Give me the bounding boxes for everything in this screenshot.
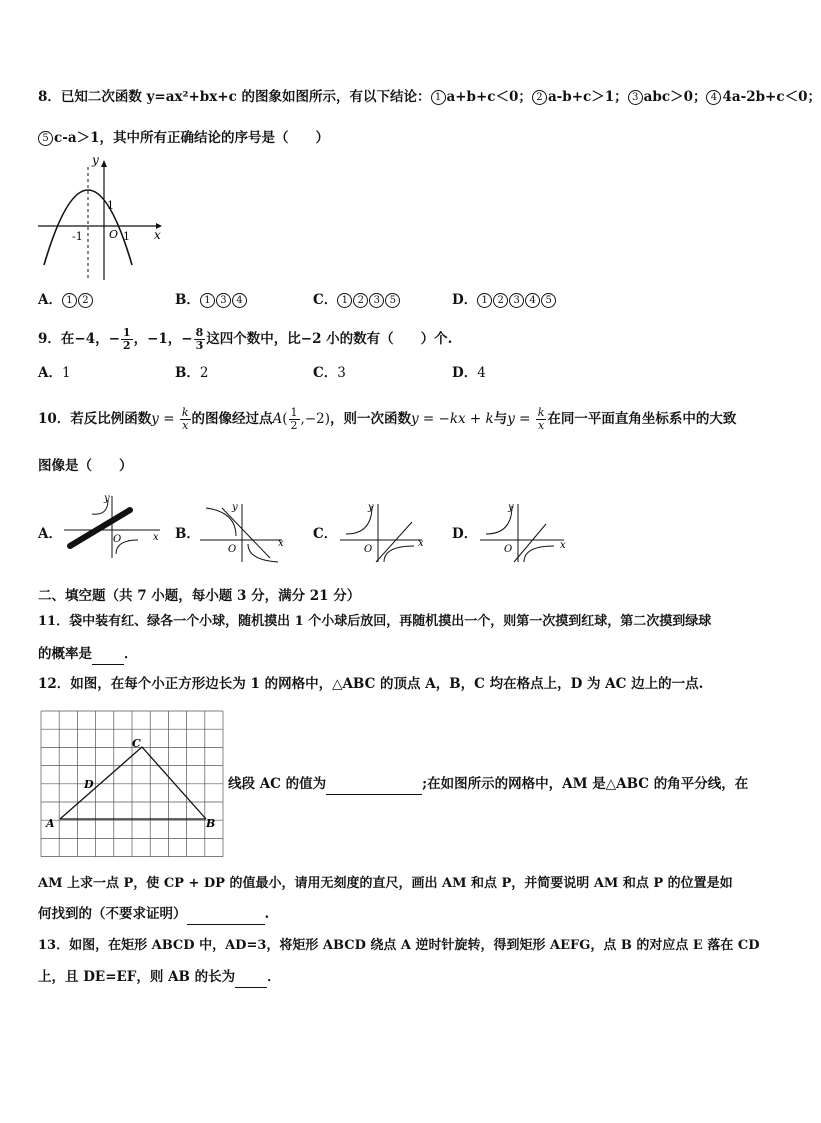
q10-fraction-half bbox=[289, 407, 300, 432]
fig-neg-one: -1 bbox=[72, 230, 83, 243]
q10-half-num: 1 bbox=[290, 406, 298, 419]
q9-option-b-value: 2 bbox=[199, 365, 209, 381]
fig-y-label: y bbox=[92, 153, 99, 167]
graph-d-line bbox=[514, 524, 546, 562]
circle-2-icon: 2 bbox=[78, 293, 93, 308]
q10-p1: 10．若反比例函数 bbox=[38, 411, 152, 427]
circle-5-icon: 5 bbox=[541, 293, 556, 308]
q10-point-a: A bbox=[272, 411, 283, 427]
q12-method-answer-blank[interactable] bbox=[187, 904, 265, 925]
q10-eq: = bbox=[158, 411, 179, 427]
q10-k-2: k bbox=[537, 406, 545, 419]
q9-mid: ，−1，− bbox=[133, 331, 193, 347]
q10-p3: ，则一次函数 bbox=[330, 411, 412, 427]
circle-2-icon: 2 bbox=[493, 293, 508, 308]
q9-option-c-letter: C． bbox=[313, 365, 338, 381]
q9-fraction-eight-thirds bbox=[194, 327, 206, 352]
q10-p2: 的图像经过点 bbox=[191, 411, 273, 427]
q13-line2 bbox=[38, 967, 281, 988]
graph-a-origin: O bbox=[113, 534, 122, 545]
q8-cond5: c-a＞1，其中所有正确结论的序号是（ ） bbox=[54, 130, 329, 146]
q8-option-b-letter: B． bbox=[175, 292, 200, 308]
circle-3-icon: 3 bbox=[628, 90, 643, 105]
q10-k-over-x-2 bbox=[536, 407, 547, 432]
grid-label-b: B bbox=[206, 817, 216, 830]
q12-line3 bbox=[38, 874, 733, 894]
circle-5-icon: 5 bbox=[385, 293, 400, 308]
q9-option-a-letter: A． bbox=[38, 365, 62, 381]
q9-option-a[interactable] bbox=[38, 363, 71, 383]
q9-f2-num: 8 bbox=[195, 326, 204, 339]
circle-3-icon: 3 bbox=[369, 293, 384, 308]
q10-line2-text: 图像是（ ） bbox=[38, 458, 133, 474]
q10-line2 bbox=[38, 456, 133, 476]
q8-option-a-letter: A． bbox=[38, 292, 62, 308]
q10-linear-function: y = −kx + k bbox=[411, 411, 494, 427]
graph-d-origin: O bbox=[504, 544, 513, 555]
q9-option-b[interactable] bbox=[175, 363, 209, 383]
q11-line1-text: 11．袋中装有红、绿各一个小球，随机摸出 1 个小球后放回，再随机摸出一个，则第一次摸到红球，第二次摸到绿球 bbox=[38, 614, 712, 629]
q10-option-c[interactable] bbox=[313, 524, 337, 544]
graph-c-x-label: x bbox=[418, 538, 424, 549]
fig-x-label: x bbox=[154, 228, 161, 242]
q13-line1-text: 13．如图，在矩形 ABCD 中，AD=3，将矩形 ABCD 绕点 A 逆时针旋转，得到矩形 AEFG，点 B 的对应点 E 落在 CD bbox=[38, 938, 760, 953]
q10-graph-b[interactable] bbox=[198, 500, 290, 564]
q9-option-a-value: 1 bbox=[61, 365, 71, 381]
q12-line4-text: 何找到的（不要求证明） bbox=[38, 906, 187, 922]
graph-b-hyperbola-2 bbox=[248, 544, 278, 562]
graph-a-y-label: y bbox=[104, 493, 110, 504]
graph-d-y-label: y bbox=[508, 502, 514, 513]
q10-p4: 与 bbox=[493, 411, 508, 427]
circle-1-icon: 1 bbox=[200, 293, 215, 308]
q12-side-a: 线段 AC 的值为 bbox=[228, 776, 327, 792]
q13-line1 bbox=[38, 936, 760, 956]
q10-option-b[interactable] bbox=[175, 524, 200, 544]
q11-answer-blank[interactable] bbox=[92, 644, 124, 665]
circle-3-icon: 3 bbox=[509, 293, 524, 308]
graph-c-y-label: y bbox=[368, 502, 374, 513]
q10-graph-c[interactable] bbox=[338, 500, 430, 564]
q10-p5: 在同一平面直角坐标系中的大致 bbox=[547, 411, 737, 427]
q9-stem bbox=[38, 326, 452, 352]
section-heading bbox=[38, 586, 360, 606]
q9-option-c-value: 3 bbox=[337, 365, 346, 381]
graph-d-x-label: x bbox=[560, 540, 566, 551]
q11-line2 bbox=[38, 644, 138, 665]
circle-1-icon: 1 bbox=[62, 293, 77, 308]
circle-1-icon: 1 bbox=[337, 293, 352, 308]
circle-4-icon: 4 bbox=[706, 90, 721, 105]
circle-4-icon: 4 bbox=[232, 293, 247, 308]
q10-y-2: y bbox=[507, 411, 515, 427]
q13-line2-text: 上，且 DE=EF，则 AB 的长为 bbox=[38, 969, 236, 985]
q13-answer-blank[interactable] bbox=[235, 967, 267, 988]
q10-graph-a[interactable] bbox=[62, 492, 167, 562]
grid-lines bbox=[41, 711, 223, 857]
q8-option-c-letter: C． bbox=[313, 292, 338, 308]
q9-suffix: 这四个数中，比−2 小的数有（ ）个. bbox=[206, 331, 453, 347]
q8-option-d-nums bbox=[477, 292, 557, 308]
q13-period: ． bbox=[267, 969, 281, 985]
q10-option-a[interactable] bbox=[38, 524, 62, 544]
fig-origin: O bbox=[109, 228, 119, 241]
fig-one-y: 1 bbox=[107, 199, 114, 212]
q8-option-b-nums bbox=[200, 292, 248, 308]
graph-c-line bbox=[376, 522, 412, 562]
q10-paren-close: ,−2) bbox=[300, 411, 331, 427]
q8-cond4: 4a-2b+c＜0； bbox=[722, 89, 821, 105]
q9-option-b-letter: B． bbox=[175, 365, 200, 381]
q10-k: k bbox=[181, 406, 189, 419]
q8-option-d-letter: D． bbox=[452, 292, 478, 308]
circle-5-icon: 5 bbox=[38, 131, 53, 146]
q10-graph-d[interactable] bbox=[478, 500, 570, 564]
q8-option-a[interactable] bbox=[38, 290, 94, 310]
q8-option-c[interactable] bbox=[313, 290, 401, 310]
q12-line1-text: 12．如图，在每个小正方形边长为 1 的网格中，△ABC 的顶点 A，B，C 均在格点上，D 为 AC 边上的一点. bbox=[38, 676, 704, 692]
fig-one-x: 1 bbox=[123, 230, 130, 243]
q9-prefix: 9．在−4，− bbox=[38, 331, 120, 347]
q8-cond3: abc＞0； bbox=[643, 89, 707, 105]
q10-paren-open: ( bbox=[282, 411, 288, 427]
q10-option-d[interactable] bbox=[452, 524, 477, 544]
circle-1-icon: 1 bbox=[477, 293, 492, 308]
graph-d-hyperbola-2 bbox=[524, 546, 554, 562]
circle-2-icon: 2 bbox=[532, 90, 547, 105]
triangle-sides-ac-cb bbox=[60, 747, 206, 819]
q12-side-b: ;在如图所示的网格中，AM 是△ABC 的角平分线，在 bbox=[422, 776, 749, 792]
q12-line1 bbox=[38, 674, 703, 694]
q10-x-2: x bbox=[537, 419, 545, 432]
q9-fraction-half bbox=[121, 327, 133, 352]
q9-f1-den: 2 bbox=[122, 339, 131, 352]
q10-option-c-letter: C． bbox=[313, 526, 338, 542]
q9-option-c[interactable] bbox=[313, 363, 346, 383]
q8-cond1: a+b+c＜0； bbox=[446, 89, 532, 105]
q12-grid-figure bbox=[38, 709, 228, 859]
q11-line2-text: 的概率是 bbox=[38, 646, 92, 662]
q8-option-b[interactable] bbox=[175, 290, 248, 310]
circle-3-icon: 3 bbox=[216, 293, 231, 308]
q11-line1 bbox=[38, 612, 711, 632]
q8-option-a-nums bbox=[62, 292, 94, 308]
q8-line1 bbox=[38, 87, 821, 107]
q9-option-d-value: 4 bbox=[477, 365, 486, 381]
graph-b-origin: O bbox=[228, 544, 237, 555]
circle-2-icon: 2 bbox=[353, 293, 368, 308]
q10-half-den: 2 bbox=[290, 419, 298, 432]
graph-a-x-label: x bbox=[153, 532, 159, 543]
q12-line3-text: AM 上求一点 P，使 CP + DP 的值最小，请用无刻度的直尺，画出 AM 和点 P，并简要说明 AM 和点 P 的位置是如 bbox=[38, 876, 733, 891]
q11-period: ． bbox=[124, 646, 138, 662]
q12-period: . bbox=[264, 906, 270, 922]
circle-1-icon: 1 bbox=[431, 90, 446, 105]
q9-option-d[interactable] bbox=[452, 363, 486, 383]
q10-k-over-x bbox=[180, 407, 191, 432]
q10-y: y bbox=[151, 411, 159, 427]
graph-b-x-label: x bbox=[278, 538, 284, 549]
q10-stem bbox=[38, 402, 736, 436]
q9-f2-den: 3 bbox=[195, 339, 204, 352]
graph-b-y-label: y bbox=[232, 502, 238, 513]
q8-line2 bbox=[38, 128, 329, 148]
q10-x: x bbox=[182, 419, 189, 432]
q9-option-d-letter: D． bbox=[452, 365, 478, 381]
y-axis-arrow-icon bbox=[101, 160, 107, 167]
q8-intro: 8．已知二次函数 y=ax²+bx+c 的图象如图所示，有以下结论： bbox=[38, 89, 431, 105]
q10-option-d-letter: D． bbox=[452, 526, 478, 542]
grid-label-c: C bbox=[132, 737, 141, 750]
section-heading-text: 二、填空题（共 7 小题，每小题 3 分，满分 21 分） bbox=[38, 588, 361, 604]
grid-label-a: A bbox=[46, 817, 55, 830]
circle-4-icon: 4 bbox=[525, 293, 540, 308]
graph-c-origin: O bbox=[364, 544, 373, 555]
q10-eq-2: = bbox=[514, 411, 535, 427]
q8-option-d[interactable] bbox=[452, 290, 557, 310]
q10-option-a-letter: A． bbox=[38, 526, 62, 542]
q8-option-c-nums bbox=[337, 292, 401, 308]
q12-line4 bbox=[38, 904, 269, 925]
q12-side-text bbox=[228, 774, 748, 795]
grid-label-d: D bbox=[84, 778, 94, 791]
q8-parabola-figure bbox=[36, 155, 166, 285]
q10-option-b-letter: B． bbox=[175, 526, 200, 542]
q8-cond2: a-b+c＞1； bbox=[547, 89, 628, 105]
q12-ac-answer-blank[interactable] bbox=[326, 774, 422, 795]
q9-f1-num: 1 bbox=[122, 326, 131, 339]
